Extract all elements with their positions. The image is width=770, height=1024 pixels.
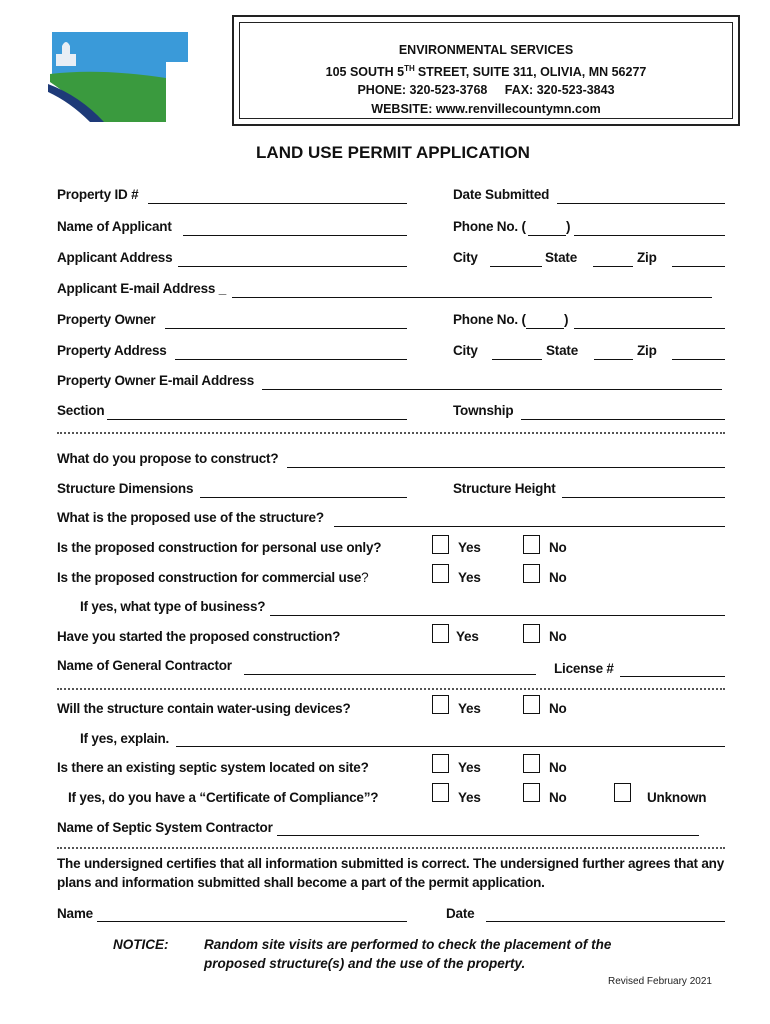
commercial-use-no-label: No: [549, 570, 567, 585]
township-field[interactable]: [521, 419, 725, 420]
property-owner-field[interactable]: [165, 328, 407, 329]
certificate-no-label: No: [549, 790, 567, 805]
applicant-email-label: Applicant E-mail Address _: [57, 281, 227, 296]
personal-use-yes-label: Yes: [458, 540, 481, 555]
commercial-use-yes-checkbox[interactable]: [432, 564, 449, 583]
license-label: License #: [554, 661, 614, 676]
applicant-city-field[interactable]: [490, 266, 542, 267]
township-label: Township: [453, 403, 514, 418]
proposed-use-field[interactable]: [334, 526, 725, 527]
personal-use-label: Is the proposed construction for personal use only?: [57, 540, 382, 555]
water-devices-yes-label: Yes: [458, 701, 481, 716]
septic-contractor-field[interactable]: [277, 835, 699, 836]
structure-height-label: Structure Height: [453, 481, 556, 496]
propose-construct-field[interactable]: [287, 467, 725, 468]
revised-date: Revised February 2021: [608, 976, 712, 987]
explain-field[interactable]: [176, 746, 725, 747]
water-devices-label: Will the structure contain water-using devices?: [57, 701, 351, 716]
property-address-field[interactable]: [175, 359, 407, 360]
certificate-unknown-label: Unknown: [647, 790, 707, 805]
license-field[interactable]: [620, 676, 725, 677]
date-submitted-label: Date Submitted: [453, 187, 550, 202]
county-logo: [40, 18, 200, 128]
personal-use-no-label: No: [549, 540, 567, 555]
structure-dimensions-field[interactable]: [200, 497, 407, 498]
explain-label: If yes, explain.: [80, 731, 170, 746]
property-state-field[interactable]: [594, 359, 633, 360]
owner-email-field[interactable]: [262, 389, 722, 390]
water-devices-yes-checkbox[interactable]: [432, 695, 449, 714]
property-zip-field[interactable]: [672, 359, 725, 360]
section-divider-2: [57, 688, 725, 690]
applicant-phone-label: Phone No. (: [453, 219, 526, 234]
personal-use-no-checkbox[interactable]: [523, 535, 540, 554]
section-divider: [57, 432, 725, 434]
signature-date-label: Date: [446, 906, 475, 921]
notice-label: NOTICE:: [113, 937, 169, 952]
commercial-use-label: Is the proposed construction for commercial use?: [57, 570, 369, 585]
proposed-use-label: What is the proposed use of the structure?: [57, 510, 324, 525]
office-address: 105 SOUTH 5TH STREET, SUITE 311, OLIVIA, MN 56277: [325, 63, 647, 79]
started-no-label: No: [549, 629, 567, 644]
septic-no-checkbox[interactable]: [523, 754, 540, 773]
property-state-label: State: [546, 343, 579, 358]
structure-dimensions-label: Structure Dimensions: [57, 481, 194, 496]
certification-text: The undersigned certifies that all information submitted is correct. The undersigned further agrees that any plans and information submitted shall become a part of the permit application.: [57, 856, 725, 890]
applicant-zip-label: Zip: [637, 250, 657, 265]
section-divider-3: [57, 847, 725, 849]
business-type-field[interactable]: [270, 615, 725, 616]
owner-phone-field[interactable]: [574, 328, 725, 329]
property-id-label: Property ID #: [57, 187, 139, 202]
applicant-email-field[interactable]: [232, 297, 712, 298]
department-name: ENVIRONMENTAL SERVICES: [398, 43, 574, 57]
water-devices-no-label: No: [549, 701, 567, 716]
applicant-state-label: State: [545, 250, 578, 265]
applicant-zip-field[interactable]: [672, 266, 725, 267]
septic-no-label: No: [549, 760, 567, 775]
section-field[interactable]: [107, 419, 407, 420]
septic-contractor-label: Name of Septic System Contractor: [57, 820, 273, 835]
applicant-address-field[interactable]: [178, 266, 407, 267]
applicant-name-field[interactable]: [183, 235, 407, 236]
certificate-label: If yes, do you have a “Certificate of Compliance”?: [68, 790, 379, 805]
certificate-no-checkbox[interactable]: [523, 783, 540, 802]
structure-height-field[interactable]: [562, 497, 725, 498]
commercial-use-no-checkbox[interactable]: [523, 564, 540, 583]
septic-existing-label: Is there an existing septic system located on site?: [57, 760, 369, 775]
certificate-yes-checkbox[interactable]: [432, 783, 449, 802]
property-zip-label: Zip: [637, 343, 657, 358]
date-submitted-field[interactable]: [557, 203, 725, 204]
applicant-address-label: Applicant Address: [57, 250, 173, 265]
owner-email-label: Property Owner E-mail Address: [57, 373, 255, 388]
commercial-use-yes-label: Yes: [458, 570, 481, 585]
phone-fax: PHONE: 320-523-3768 FAX: 320-523-3843: [357, 83, 615, 98]
started-yes-checkbox[interactable]: [432, 624, 449, 643]
septic-yes-label: Yes: [458, 760, 481, 775]
name-of-applicant-label: Name of Applicant: [57, 219, 172, 234]
header-box: [232, 15, 740, 126]
property-city-field[interactable]: [492, 359, 542, 360]
signature-date-field[interactable]: [486, 921, 725, 922]
general-contractor-label: Name of General Contractor: [57, 658, 232, 673]
certificate-yes-label: Yes: [458, 790, 481, 805]
applicant-state-field[interactable]: [593, 266, 633, 267]
property-id-field[interactable]: [148, 203, 407, 204]
owner-phone-close: ): [564, 312, 569, 327]
started-yes-label: Yes: [456, 629, 479, 644]
notice-text-line1: Random site visits are performed to check the placement of the: [204, 937, 612, 952]
signature-name-field[interactable]: [97, 921, 407, 922]
applicant-city-label: City: [453, 250, 478, 265]
started-no-checkbox[interactable]: [523, 624, 540, 643]
propose-construct-label: What do you propose to construct?: [57, 451, 279, 466]
personal-use-yes-checkbox[interactable]: [432, 535, 449, 554]
form-title: LAND USE PERMIT APPLICATION: [256, 143, 530, 162]
signature-name-label: Name: [57, 906, 93, 921]
applicant-area-code-field[interactable]: [528, 235, 566, 236]
property-owner-label: Property Owner: [57, 312, 156, 327]
water-devices-no-checkbox[interactable]: [523, 695, 540, 714]
notice-text-line2: proposed structure(s) and the use of the property.: [204, 956, 526, 971]
section-label: Section: [57, 403, 105, 418]
certificate-unknown-checkbox[interactable]: [614, 783, 631, 802]
website: WEBSITE: www.renvillecountymn.com: [371, 101, 601, 116]
septic-yes-checkbox[interactable]: [432, 754, 449, 773]
applicant-phone-close: ): [566, 219, 571, 234]
property-city-label: City: [453, 343, 478, 358]
applicant-phone-field[interactable]: [574, 235, 725, 236]
business-type-label: If yes, what type of business?: [80, 599, 266, 614]
owner-area-code-field[interactable]: [526, 328, 564, 329]
property-address-label: Property Address: [57, 343, 167, 358]
owner-phone-label: Phone No. (: [453, 312, 526, 327]
general-contractor-field[interactable]: [244, 674, 536, 675]
started-construction-label: Have you started the proposed construction?: [57, 629, 341, 644]
